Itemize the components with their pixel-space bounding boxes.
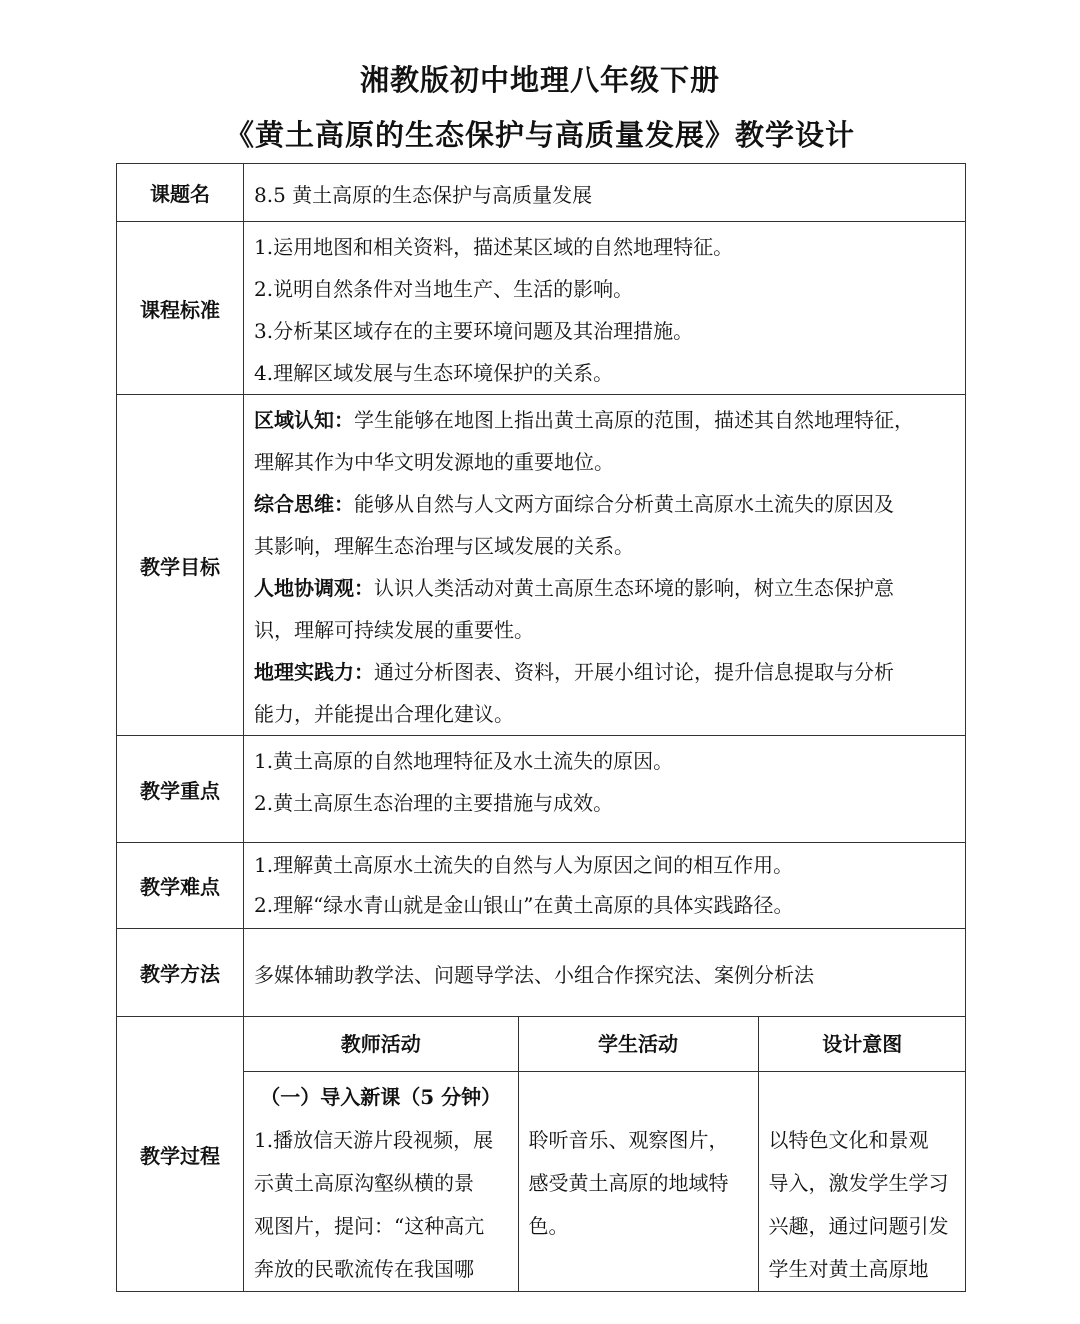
methods-content	[244, 929, 966, 1017]
methods-text: 多媒体辅助教学法、问题导学法、小组合作探究法、案例分析法	[254, 962, 814, 987]
objective-item	[254, 567, 955, 609]
objective-title: 地理实践力：	[254, 660, 374, 684]
objective-text-cont: 其影响，理解生态治理与区域发展的关系。	[254, 534, 634, 558]
process-body-row	[244, 1072, 966, 1292]
teacher-line: 1.播放信天游片段视频，展	[254, 1128, 494, 1152]
row-objectives	[117, 395, 966, 736]
process-header-row	[244, 1017, 966, 1072]
design-intent-header: 设计意图	[758, 1017, 966, 1072]
intent-line: 以特色文化和景观	[768, 1128, 929, 1152]
process-content	[244, 1017, 966, 1292]
process-label: 教学过程	[117, 1017, 244, 1292]
student-line: 色。	[528, 1214, 569, 1238]
design-intent-cell	[758, 1072, 966, 1292]
document-subtitle: 《黄土高原的生态保护与高质量发展》教学设计	[224, 118, 855, 152]
objective-text-cont: 识，理解可持续发展的重要性。	[254, 618, 534, 642]
intent-line: 兴趣，通过问题引发	[768, 1214, 949, 1238]
student-line: 聆听音乐、观察图片，	[528, 1128, 729, 1152]
objectives-content	[244, 395, 966, 736]
objectives-label: 教学目标	[117, 395, 244, 736]
standard-item: 1.运用地图和相关资料，描述某区域的自然地理特征。	[254, 235, 734, 259]
objective-item	[254, 399, 955, 441]
methods-label: 教学方法	[117, 929, 244, 1017]
standards-content	[244, 222, 966, 395]
objective-title: 人地协调观：	[254, 576, 374, 600]
objective-text: 认识人类活动对黄土高原生态环境的影响，树立生态保护意	[374, 576, 894, 600]
topic-text: 8.5 黄土高原的生态保护与高质量发展	[254, 182, 593, 207]
intent-line: 导入，激发学生学习	[768, 1171, 949, 1195]
objective-text: 学生能够在地图上指出黄土高原的范围，描述其自然地理特征，	[354, 408, 914, 432]
difficulties-label: 教学难点	[117, 843, 244, 929]
intent-line: 学生对黄土高原地	[768, 1257, 929, 1281]
standard-item: 4.理解区域发展与生态环境保护的关系。	[254, 361, 614, 385]
objective-text-cont: 能力，并能提出合理化建议。	[254, 702, 514, 726]
teacher-activity-cell	[244, 1072, 518, 1292]
lesson-plan-table	[116, 163, 966, 1292]
objective-text-cont: 理解其作为中华文明发源地的重要地位。	[254, 450, 614, 474]
row-process	[117, 1017, 966, 1292]
teacher-activity-header: 教师活动	[244, 1017, 518, 1072]
standard-item: 2.说明自然条件对当地生产、生活的影响。	[254, 277, 634, 301]
row-standards	[117, 222, 966, 395]
difficulty-item: 1.理解黄土高原水土流失的自然与人为原因之间的相互作用。	[254, 853, 794, 877]
document-title: 湘教版初中地理八年级下册	[359, 63, 720, 97]
objective-title: 综合思维：	[254, 492, 354, 516]
topic-value	[244, 164, 966, 222]
objective-text: 通过分析图表、资料，开展小组讨论，提升信息提取与分析	[374, 660, 894, 684]
difficulties-content	[244, 843, 966, 929]
row-topic	[117, 164, 966, 222]
teacher-line: 奔放的民歌流传在我国哪	[254, 1257, 474, 1281]
key-points-content	[244, 736, 966, 843]
student-activity-header: 学生活动	[518, 1017, 758, 1072]
objective-text: 能够从自然与人文两方面综合分析黄土高原水土流失的原因及	[354, 492, 894, 516]
row-key-points	[117, 736, 966, 843]
row-methods	[117, 929, 966, 1017]
row-difficulties	[117, 843, 966, 929]
standard-item: 3.分析某区域存在的主要环境问题及其治理措施。	[254, 319, 694, 343]
section-heading: （一）导入新课（5 分钟）	[260, 1085, 502, 1109]
objective-item	[254, 483, 955, 525]
difficulty-item: 2.理解“绿水青山就是金山银山”在黄土高原的具体实践路径。	[254, 893, 794, 917]
student-line: 感受黄土高原的地域特	[528, 1171, 729, 1195]
teacher-line: 示黄土高原沟壑纵横的景	[254, 1171, 474, 1195]
topic-label: 课题名	[117, 164, 244, 222]
process-table	[244, 1017, 966, 1291]
key-point-item: 1.黄土高原的自然地理特征及水土流失的原因。	[254, 749, 674, 773]
key-point-item: 2.黄土高原生态治理的主要措施与成效。	[254, 791, 614, 815]
standards-label: 课程标准	[117, 222, 244, 395]
objective-item	[254, 651, 955, 693]
key-points-label: 教学重点	[117, 736, 244, 843]
teacher-line: 观图片，提问：“这种高亢	[254, 1214, 485, 1238]
student-activity-cell	[518, 1072, 758, 1292]
objective-title: 区域认知：	[254, 408, 354, 432]
